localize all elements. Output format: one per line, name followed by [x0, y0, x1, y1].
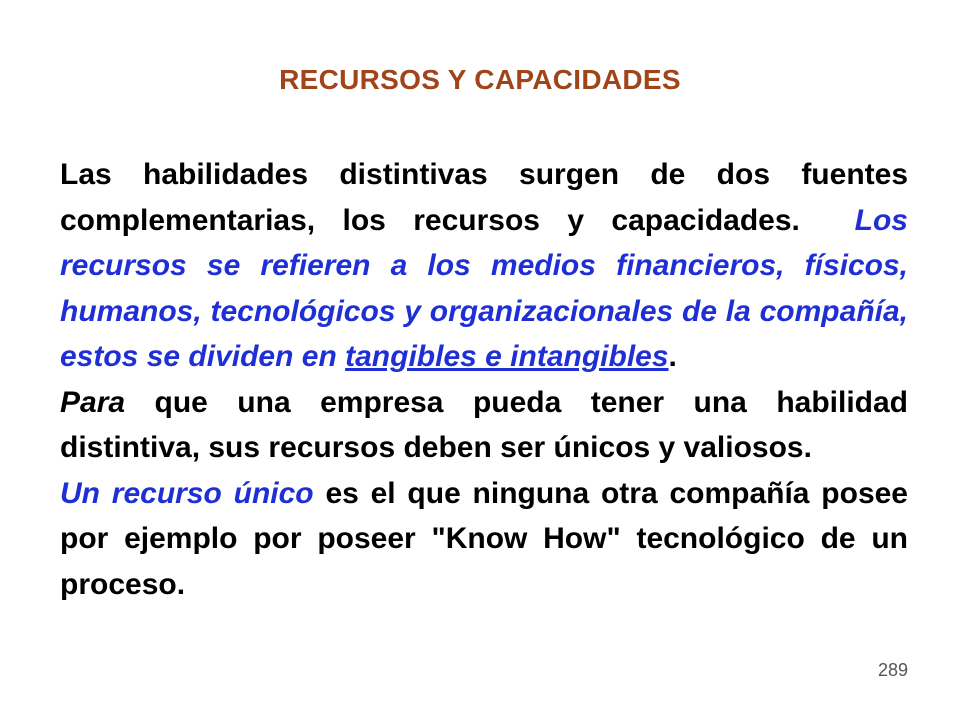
p1-end-punct: .: [668, 340, 677, 373]
p3-text: es el que ninguna otra compañía posee por ejemplo por poseer "Know How" tecnológico de un proceso.: [60, 476, 908, 601]
p1-blue-text: Los recursos se refieren a los medios financieros, físicos, humanos, tecnológicos y organizacionales de la compañía, estos se dividen en: [60, 203, 908, 373]
p3-blue-lead: Un recurso único: [60, 476, 314, 510]
slide-title: RECURSOS Y CAPACIDADES: [279, 64, 681, 95]
paragraph-3: [60, 471, 908, 608]
paragraph-1: [60, 152, 908, 380]
p2-text: que una empresa pueda tener una habilidad distintiva, sus recursos deben ser únicos y valiosos.: [60, 385, 908, 464]
paragraph-2: [60, 380, 908, 471]
page-number: 289: [877, 660, 908, 680]
p1-underlined-text: tangibles e intangibles: [345, 340, 669, 373]
p2-italic-lead: Para: [60, 385, 126, 419]
slide-body: [60, 152, 908, 607]
p1-black-text: Las habilidades distintivas surgen de dos fuentes complementarias, los recursos y capacidades.: [60, 158, 908, 237]
